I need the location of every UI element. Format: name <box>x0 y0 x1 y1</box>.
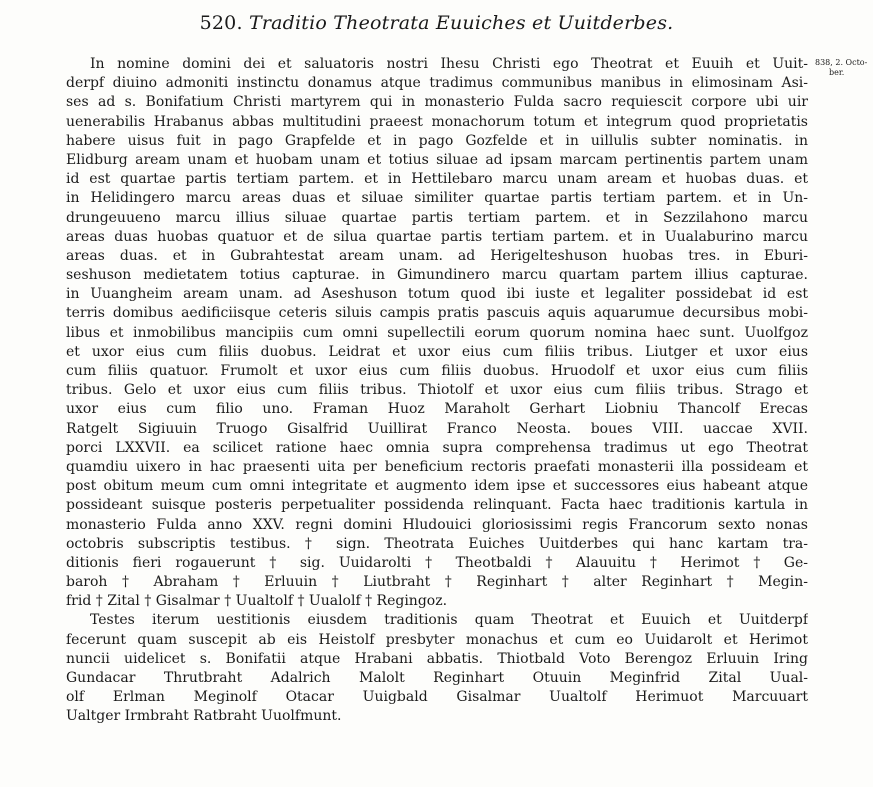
text-line: areas duas huobas quatuor et de silua quartae partis tertiam partem. et in Uualaburino marcu <box>66 228 808 245</box>
text-line: Ualtger Irmbraht Ratbraht Uuolfmunt. <box>66 708 342 725</box>
text-line: uxor eius cum filio uno. Framan Huoz Maraholt Gerhart Liobniu Thancolf Erecas <box>66 401 808 418</box>
document-body <box>66 55 808 727</box>
text-line: et uxor eius cum filiis duobus. Leidrat et uxor eius cum filiis tribus. Liutger et uxor eius <box>66 343 808 360</box>
text-line: olf Erlman Meginolf Otacar Uuigbald Gisalmar Uualtolf Herimuot Marcuuart <box>66 689 808 706</box>
text-line: quamdiu uixero in hac praesenti uita per beneficium rectoris praefati monasterii illa possideam et <box>66 458 808 475</box>
text-line: in Uuangheim aream unam. ad Aseshuson totum quod ibi iuste et legaliter possidebat id est <box>66 286 808 303</box>
margin-date-line: ber. <box>829 68 845 77</box>
text-line: octobris subscriptis testibus. † sign. Theotrata Euiches Uuitderbes qui hanc kartam tra- <box>66 535 808 552</box>
document-number: 520. <box>199 12 243 34</box>
text-line: possideant suisque posteris perpetualiter possidenda relinquant. Facta haec traditionis kartula in <box>66 497 808 514</box>
text-line: Gundacar Thrutbraht Adalrich Malolt Reginhart Otuuin Meginfrid Zital Uual- <box>66 670 808 686</box>
text-line: porci LXXVII. ea scilicet ratione haec omnia supra comprehensa tradimus ut ego Theotrat <box>66 439 808 456</box>
text-line: cum filiis quatuor. Frumolt et uxor eius cum filiis duobus. Hruodolf et uxor eius cum filiis <box>66 363 808 379</box>
text-line: in Helidingero marcu areas duas et siluae similiter quartae partis tertiam partem. et in Un- <box>66 190 808 207</box>
margin-date-line: 838, 2. Octo- <box>815 58 868 67</box>
text-line: ses ad s. Bonifatium Christi martyrem qui in monasterio Fulda sacro requiescit corpore ubi uir <box>66 94 808 111</box>
text-line: Testes iterum uestitionis eiusdem traditionis quam Theotrat et Euuich et Uuitderpf <box>90 612 808 629</box>
text-line: libus et inmobilibus mancipiis cum omni supellectili eorum quorum nomina haec sunt. Uuolfgoz <box>66 324 808 341</box>
text-line: In nomine domini dei et saluatoris nostri Ihesu Christi ego Theotrat et Euuih et Uuit- <box>90 56 808 72</box>
text-line: frid † Zital † Gisalmar † Uualtolf † Uualolf † Regingoz. <box>66 593 448 610</box>
text-line: fecerunt quam suscepit ab eis Heistolf presbyter monachus et cum eo Uuidarolt et Herimot <box>66 631 808 648</box>
text-line: monasterio Fulda anno XXV. regni domini Hludouici gloriosissimi regis Francorum sexto nonas <box>66 516 808 533</box>
text-line: post obitum meum cum omni integritate et augmento idem ipse et successores eius habeant atque <box>66 478 808 495</box>
text-line: areas duas. et in Gubrahtestat aream unam. ad Herigelteshuson huobas tres. in Eburi- <box>66 247 808 264</box>
text-line: nuncii uidelicet s. Bonifatii atque Hrabani abbatis. Thiotbald Voto Berengoz Erluuin Iring <box>66 650 808 667</box>
margin-date-note <box>815 58 871 78</box>
text-line: drungeuueno marcu illius siluae quartae partis tertiam partem. et in Sezzilahono marcu <box>66 209 808 226</box>
text-line: Elidburg aream unam et huobam unam et totius siluae ad ipsam marcam pertinentis partem unam <box>66 151 808 168</box>
text-line: seshuson medietatem totius capturae. in Gimundinero marcu quartam partem illius capturae. <box>66 267 808 284</box>
text-line: derpf diuino admoniti instinctu donamus atque tradimus communibus manibus in elimosinam Asi- <box>66 75 808 92</box>
text-line: Ratgelt Sigiuuin Truogo Gisalfrid Uuillirat Franco Neosta. boues VIII. uaccae XVII. <box>66 420 808 437</box>
text-line: baroh † Abraham † Erluuin † Liutbraht † Reginhart † alter Reginhart † Megin- <box>66 574 808 591</box>
paragraph-charter <box>66 55 808 611</box>
text-line: uenerabilis Hrabanus abbas multitudini praeest monachorum totum et integrum quod proprietatis <box>66 113 808 130</box>
document-heading <box>0 12 873 34</box>
text-line: tribus. Gelo et uxor eius cum filiis tribus. Thiotolf et uxor eius cum filiis tribus. Strago et <box>66 382 808 399</box>
text-line: id est quartae partis tertiam partem. et in Hettilebaro marcu unam aream et huobas duas. et <box>66 171 808 188</box>
paragraph-witnesses <box>66 611 808 726</box>
text-line: ditionis fieri rogauerunt † sig. Uuidarolti † Theotbaldi † Alauuitu † Herimot † Ge- <box>66 554 808 571</box>
text-line: terris domibus aedificiisque ceteris siluis campis pratis pascuis aquis aquarumue decursibus mobi- <box>66 305 808 322</box>
text-line: habere uisus fuit in pago Grapfelde et in pago Gozfelde et in uillulis subter nominatis. in <box>66 132 808 149</box>
document-title: Traditio Theotrata Euuiches et Uuitderbes. <box>248 12 674 34</box>
